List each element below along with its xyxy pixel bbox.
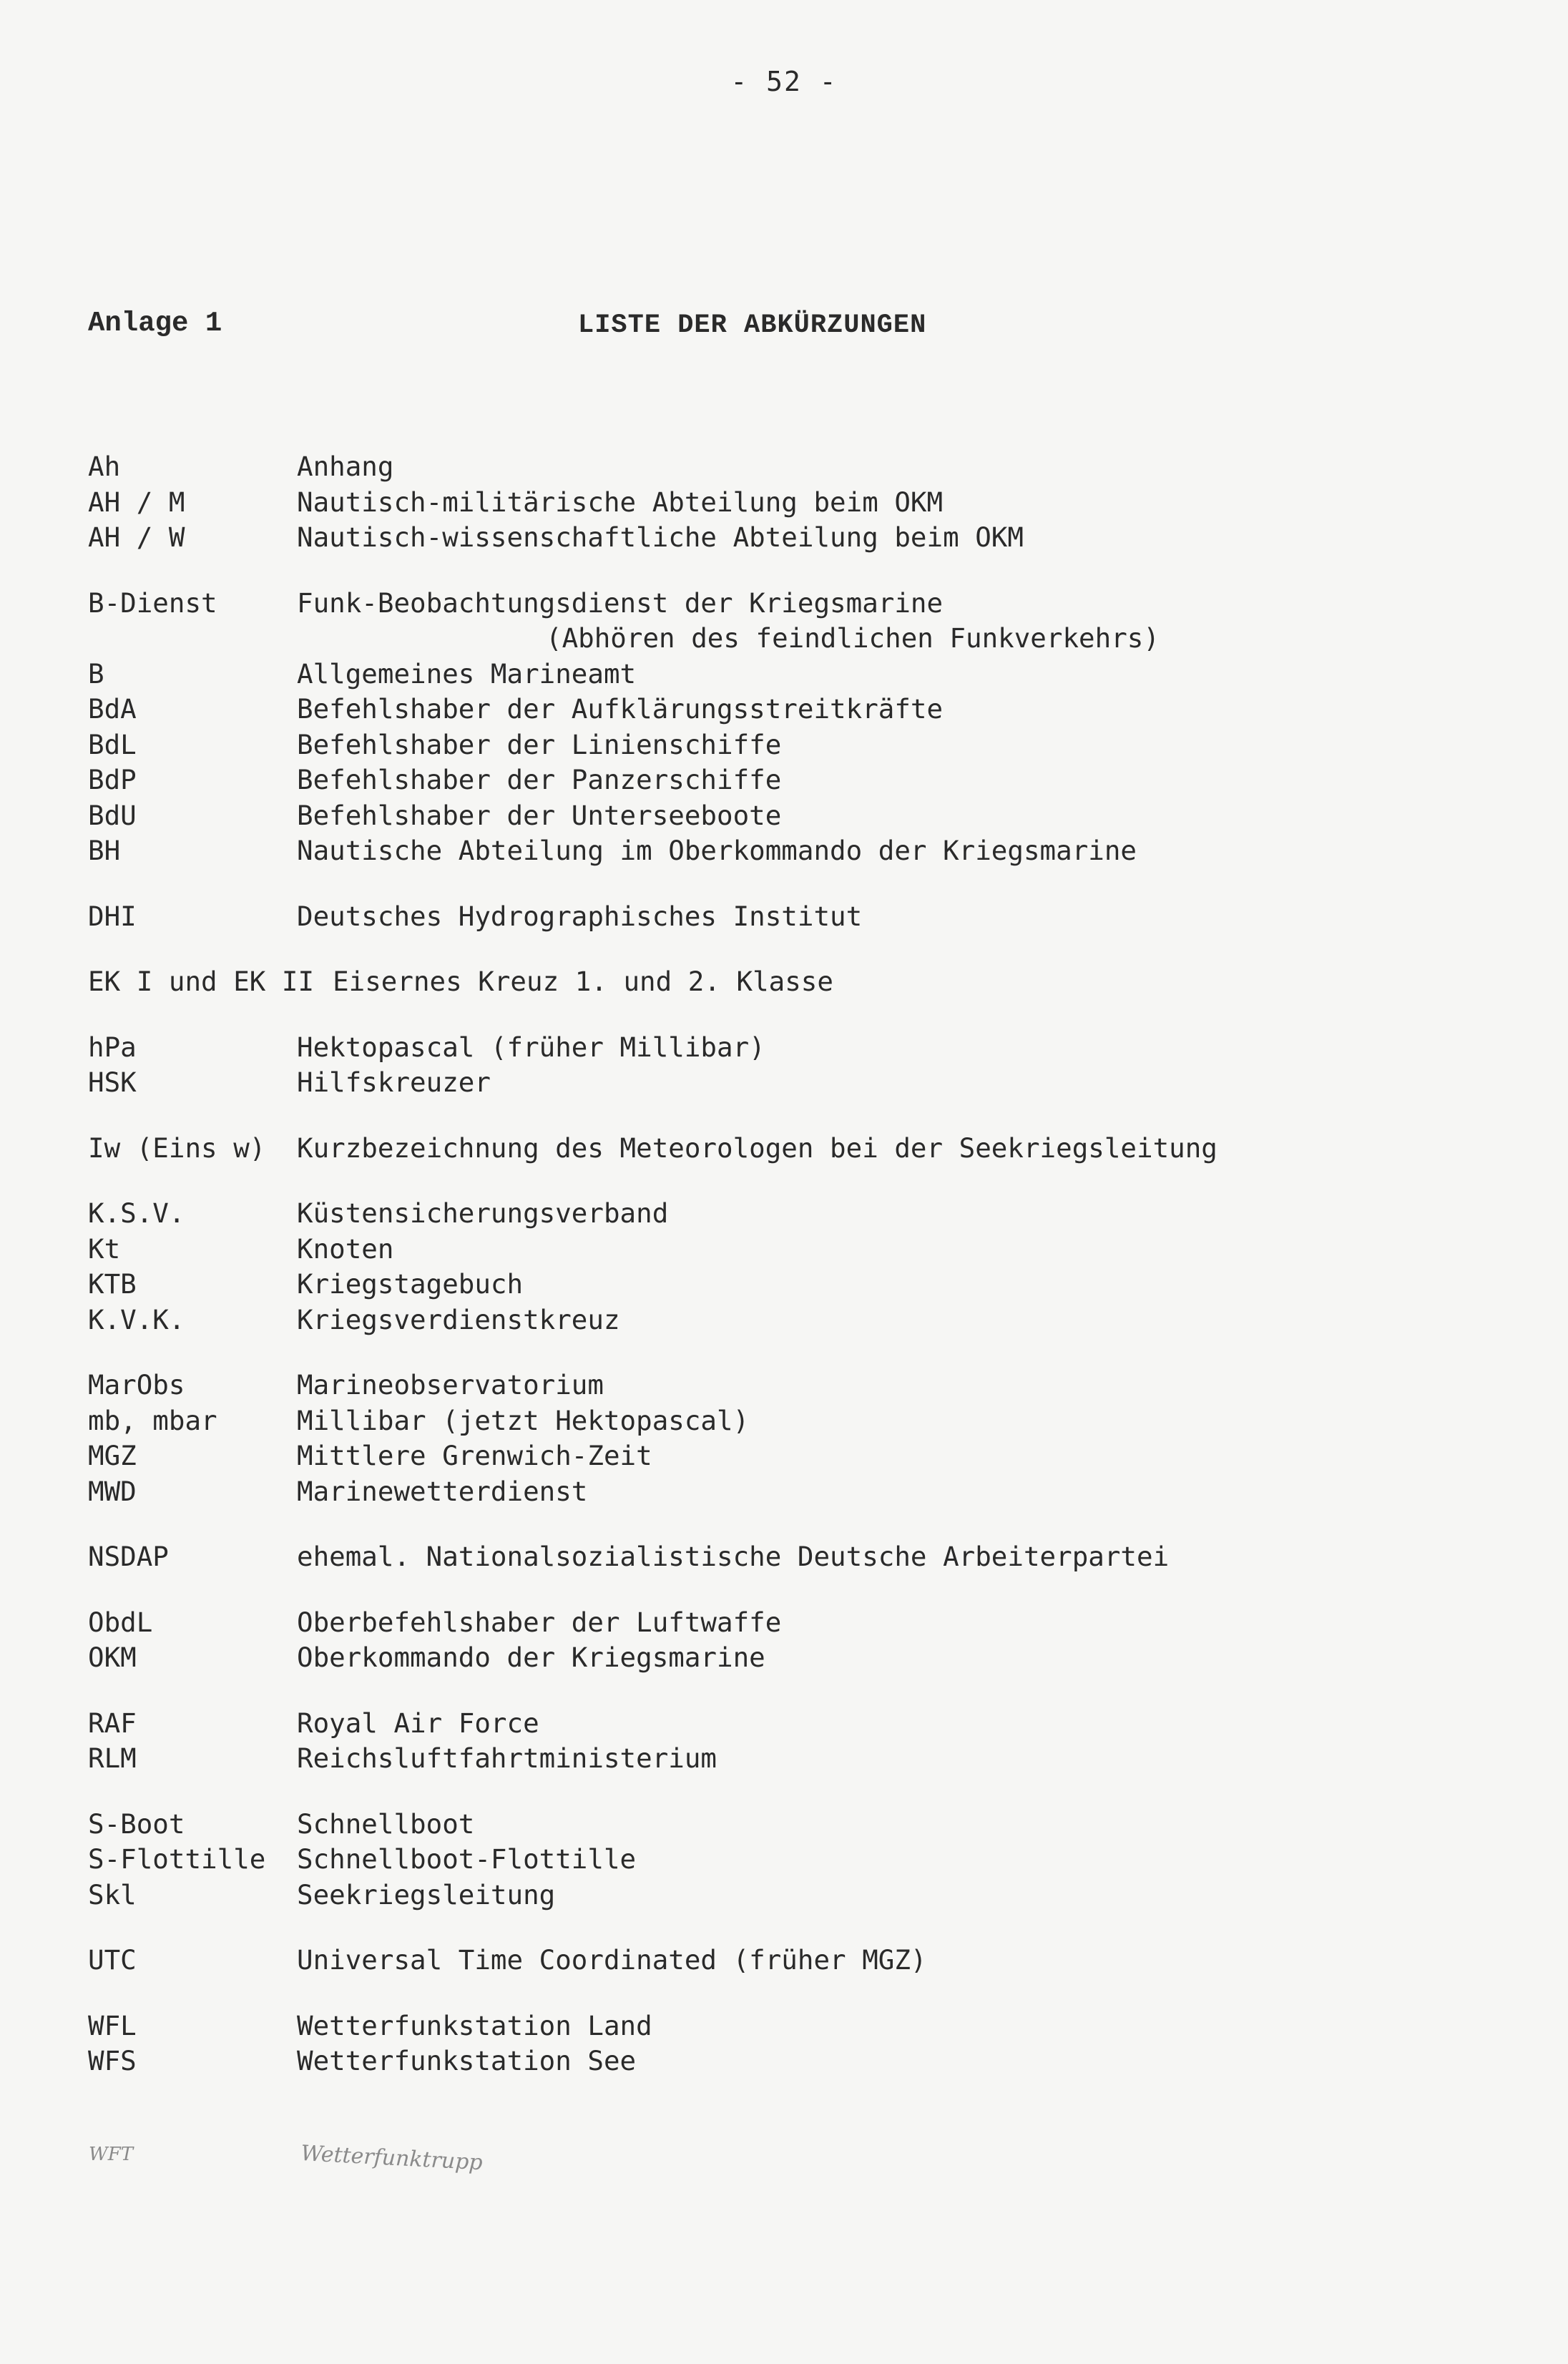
- abbreviation-entry: [88, 899, 1483, 935]
- abbreviation-term: Ah: [88, 451, 121, 482]
- abbreviation-term: MarObs: [88, 1369, 185, 1401]
- abbreviation-entry: [88, 449, 1483, 485]
- abbreviation-group: [88, 1368, 1483, 1509]
- abbreviation-definition: Küstensicherungsverband: [297, 1197, 669, 1229]
- abbreviation-definition: Befehlshaber der Panzerschiffe: [297, 764, 782, 795]
- abbreviation-term: S-Flottille: [88, 1843, 266, 1875]
- abbreviation-term: Kt: [88, 1232, 121, 1265]
- abbreviation-definition: Marinewetterdienst: [297, 1475, 588, 1507]
- abbreviation-entry: [88, 485, 1483, 521]
- abbreviation-term: Skl: [88, 1878, 137, 1911]
- abbreviation-entry: [88, 798, 1483, 834]
- abbreviation-definition: Hilfskreuzer: [297, 1066, 491, 1098]
- abbreviation-list: [88, 449, 1483, 2109]
- abbreviation-definition: Hektopascal (früher Millibar): [297, 1031, 765, 1063]
- abbreviation-definition: Kurzbezeichnung des Meteorologen bei der Seekriegsleitung: [297, 1132, 1217, 1164]
- abbreviation-entry: [88, 1807, 1483, 1843]
- abbreviation-term: [88, 621, 297, 657]
- abbreviation-term: MGZ: [88, 1440, 137, 1471]
- abbreviation-entry: [88, 964, 1483, 1000]
- abbreviation-group: [88, 449, 1483, 556]
- abbreviation-definition: Oberbefehlshaber der Luftwaffe: [297, 1606, 782, 1638]
- abbreviation-entry: [88, 1640, 1483, 1676]
- abbreviation-entry: [88, 1368, 1483, 1403]
- abbreviation-term: EK I und EK II: [88, 966, 315, 997]
- abbreviation-entry: [88, 1030, 1483, 1066]
- abbreviation-term: B: [88, 657, 104, 690]
- abbreviation-term: B-Dienst: [88, 587, 217, 619]
- abbreviation-term: DHI: [88, 900, 137, 932]
- abbreviation-definition: Allgemeines Marineamt: [297, 657, 637, 690]
- abbreviation-group: [88, 899, 1483, 935]
- abbreviation-group: [88, 2009, 1483, 2079]
- abbreviation-entry: [88, 1267, 1483, 1303]
- abbreviation-entry: [88, 692, 1483, 727]
- abbreviation-entry: [88, 1303, 1483, 1338]
- abbreviation-entry: [88, 1065, 1483, 1101]
- abbreviation-term: K.S.V.: [88, 1197, 185, 1229]
- page-title: LISTE DER ABKÜRZUNGEN: [578, 310, 927, 340]
- abbreviation-entry: [88, 727, 1483, 763]
- abbreviation-term: WFL: [88, 2009, 137, 2041]
- abbreviation-definition: Royal Air Force: [297, 1707, 539, 1739]
- abbreviation-definition: Schnellboot-Flottille: [297, 1843, 637, 1875]
- abbreviation-definition: Knoten: [297, 1232, 394, 1265]
- abbreviation-definition: Oberkommando der Kriegsmarine: [297, 1642, 765, 1673]
- abbreviation-entry: [88, 1131, 1483, 1167]
- abbreviation-definition: Seekriegsleitung: [297, 1878, 556, 1911]
- abbreviation-term: hPa: [88, 1031, 137, 1063]
- abbreviation-entry: [88, 1605, 1483, 1641]
- abbreviation-group: [88, 1030, 1483, 1101]
- abbreviation-definition: (Abhören des feindlichen Funkverkehrs): [546, 622, 1160, 654]
- abbreviation-entry: [88, 621, 1483, 657]
- abbreviation-definition: Mittlere Grenwich-Zeit: [297, 1440, 652, 1471]
- abbreviation-group: [88, 964, 1483, 1000]
- abbreviation-definition: Deutsches Hydrographisches Institut: [297, 900, 863, 932]
- abbreviation-definition: Kriegsverdienstkreuz: [297, 1303, 620, 1335]
- abbreviation-term: mb, mbar: [88, 1404, 217, 1436]
- abbreviation-definition: Nautische Abteilung im Oberkommando der Kriegsmarine: [297, 835, 1137, 866]
- abbreviation-entry: [88, 657, 1483, 692]
- abbreviation-entry: [88, 1878, 1483, 1913]
- abbreviation-term: ObdL: [88, 1606, 153, 1638]
- handwritten-note: [86, 2139, 601, 2182]
- abbreviation-entry: [88, 1403, 1483, 1439]
- abbreviation-term: AH / W: [88, 521, 185, 553]
- handwritten-def: Wetterfunktrupp: [300, 2141, 484, 2176]
- abbreviation-entry: [88, 1232, 1483, 1267]
- abbreviation-entry: [88, 833, 1483, 869]
- abbreviation-definition: Kriegstagebuch: [297, 1268, 524, 1300]
- abbreviation-term: NSDAP: [88, 1541, 169, 1572]
- abbreviation-definition: Reichsluftfahrtministerium: [297, 1742, 717, 1774]
- abbreviation-term: K.V.K.: [88, 1303, 185, 1335]
- abbreviation-group: [88, 1539, 1483, 1575]
- abbreviation-term: MWD: [88, 1475, 137, 1507]
- abbreviation-definition: Nautisch-wissenschaftliche Abteilung beim OKM: [297, 521, 1024, 553]
- abbreviation-definition: Nautisch-militärische Abteilung beim OKM: [297, 486, 944, 518]
- abbreviation-term: RAF: [88, 1707, 137, 1739]
- abbreviation-entry: [88, 762, 1483, 798]
- abbreviation-entry: [88, 2009, 1483, 2044]
- abbreviation-term: BH: [88, 835, 121, 866]
- annex-label: Anlage 1: [88, 308, 222, 339]
- abbreviation-definition: ehemal. Nationalsozialistische Deutsche Arbeiterpartei: [297, 1541, 1170, 1572]
- abbreviation-entry: [88, 586, 1483, 622]
- abbreviation-entry: [88, 1196, 1483, 1232]
- abbreviation-term: KTB: [88, 1268, 137, 1300]
- abbreviation-entry: [88, 1842, 1483, 1878]
- abbreviation-definition: Befehlshaber der Linienschiffe: [297, 728, 782, 760]
- abbreviation-entry: [88, 2044, 1483, 2079]
- abbreviation-entry: [88, 1438, 1483, 1474]
- abbreviation-term: BdA: [88, 693, 137, 725]
- abbreviation-group: [88, 586, 1483, 869]
- abbreviation-group: [88, 1196, 1483, 1338]
- page-number: - 52 -: [730, 66, 838, 97]
- abbreviation-definition: Anhang: [297, 451, 394, 482]
- abbreviation-definition: Funk-Beobachtungsdienst der Kriegsmarine: [297, 587, 944, 619]
- abbreviation-entry: [88, 1539, 1483, 1575]
- abbreviation-definition: Eisernes Kreuz 1. und 2. Klasse: [333, 966, 833, 997]
- abbreviation-definition: Wetterfunkstation See: [297, 2045, 637, 2076]
- abbreviation-group: [88, 1807, 1483, 1913]
- abbreviation-term: AH / M: [88, 486, 185, 518]
- abbreviation-group: [88, 1943, 1483, 1978]
- abbreviation-definition: Marineobservatorium: [297, 1369, 604, 1401]
- abbreviation-term: OKM: [88, 1642, 137, 1673]
- abbreviation-group: [88, 1706, 1483, 1777]
- abbreviation-definition: Befehlshaber der Unterseeboote: [297, 799, 782, 831]
- abbreviation-term: HSK: [88, 1066, 137, 1098]
- abbreviation-term: BdU: [88, 799, 137, 831]
- abbreviation-term: WFS: [88, 2045, 137, 2076]
- abbreviation-group: [88, 1131, 1483, 1167]
- abbreviation-term: RLM: [88, 1742, 137, 1774]
- abbreviation-definition: Millibar (jetzt Hektopascal): [297, 1404, 750, 1436]
- abbreviation-entry: [88, 1943, 1483, 1978]
- abbreviation-term: UTC: [88, 1944, 137, 1976]
- abbreviation-definition: Universal Time Coordinated (früher MGZ): [297, 1944, 927, 1976]
- abbreviation-definition: Schnellboot: [297, 1808, 475, 1840]
- abbreviation-entry: [88, 520, 1483, 556]
- abbreviation-term: Iw (Eins w): [88, 1132, 266, 1164]
- abbreviation-definition: Wetterfunkstation Land: [297, 2009, 652, 2041]
- abbreviation-definition: Befehlshaber der Aufklärungsstreitkräfte: [297, 693, 944, 725]
- abbreviation-term: S-Boot: [88, 1808, 185, 1840]
- handwritten-abbr: WFT: [89, 2144, 134, 2165]
- abbreviation-entry: [88, 1706, 1483, 1742]
- abbreviation-entry: [88, 1741, 1483, 1777]
- abbreviation-term: BdP: [88, 764, 137, 795]
- abbreviation-group: [88, 1605, 1483, 1676]
- abbreviation-term: BdL: [88, 728, 137, 760]
- abbreviation-entry: [88, 1474, 1483, 1510]
